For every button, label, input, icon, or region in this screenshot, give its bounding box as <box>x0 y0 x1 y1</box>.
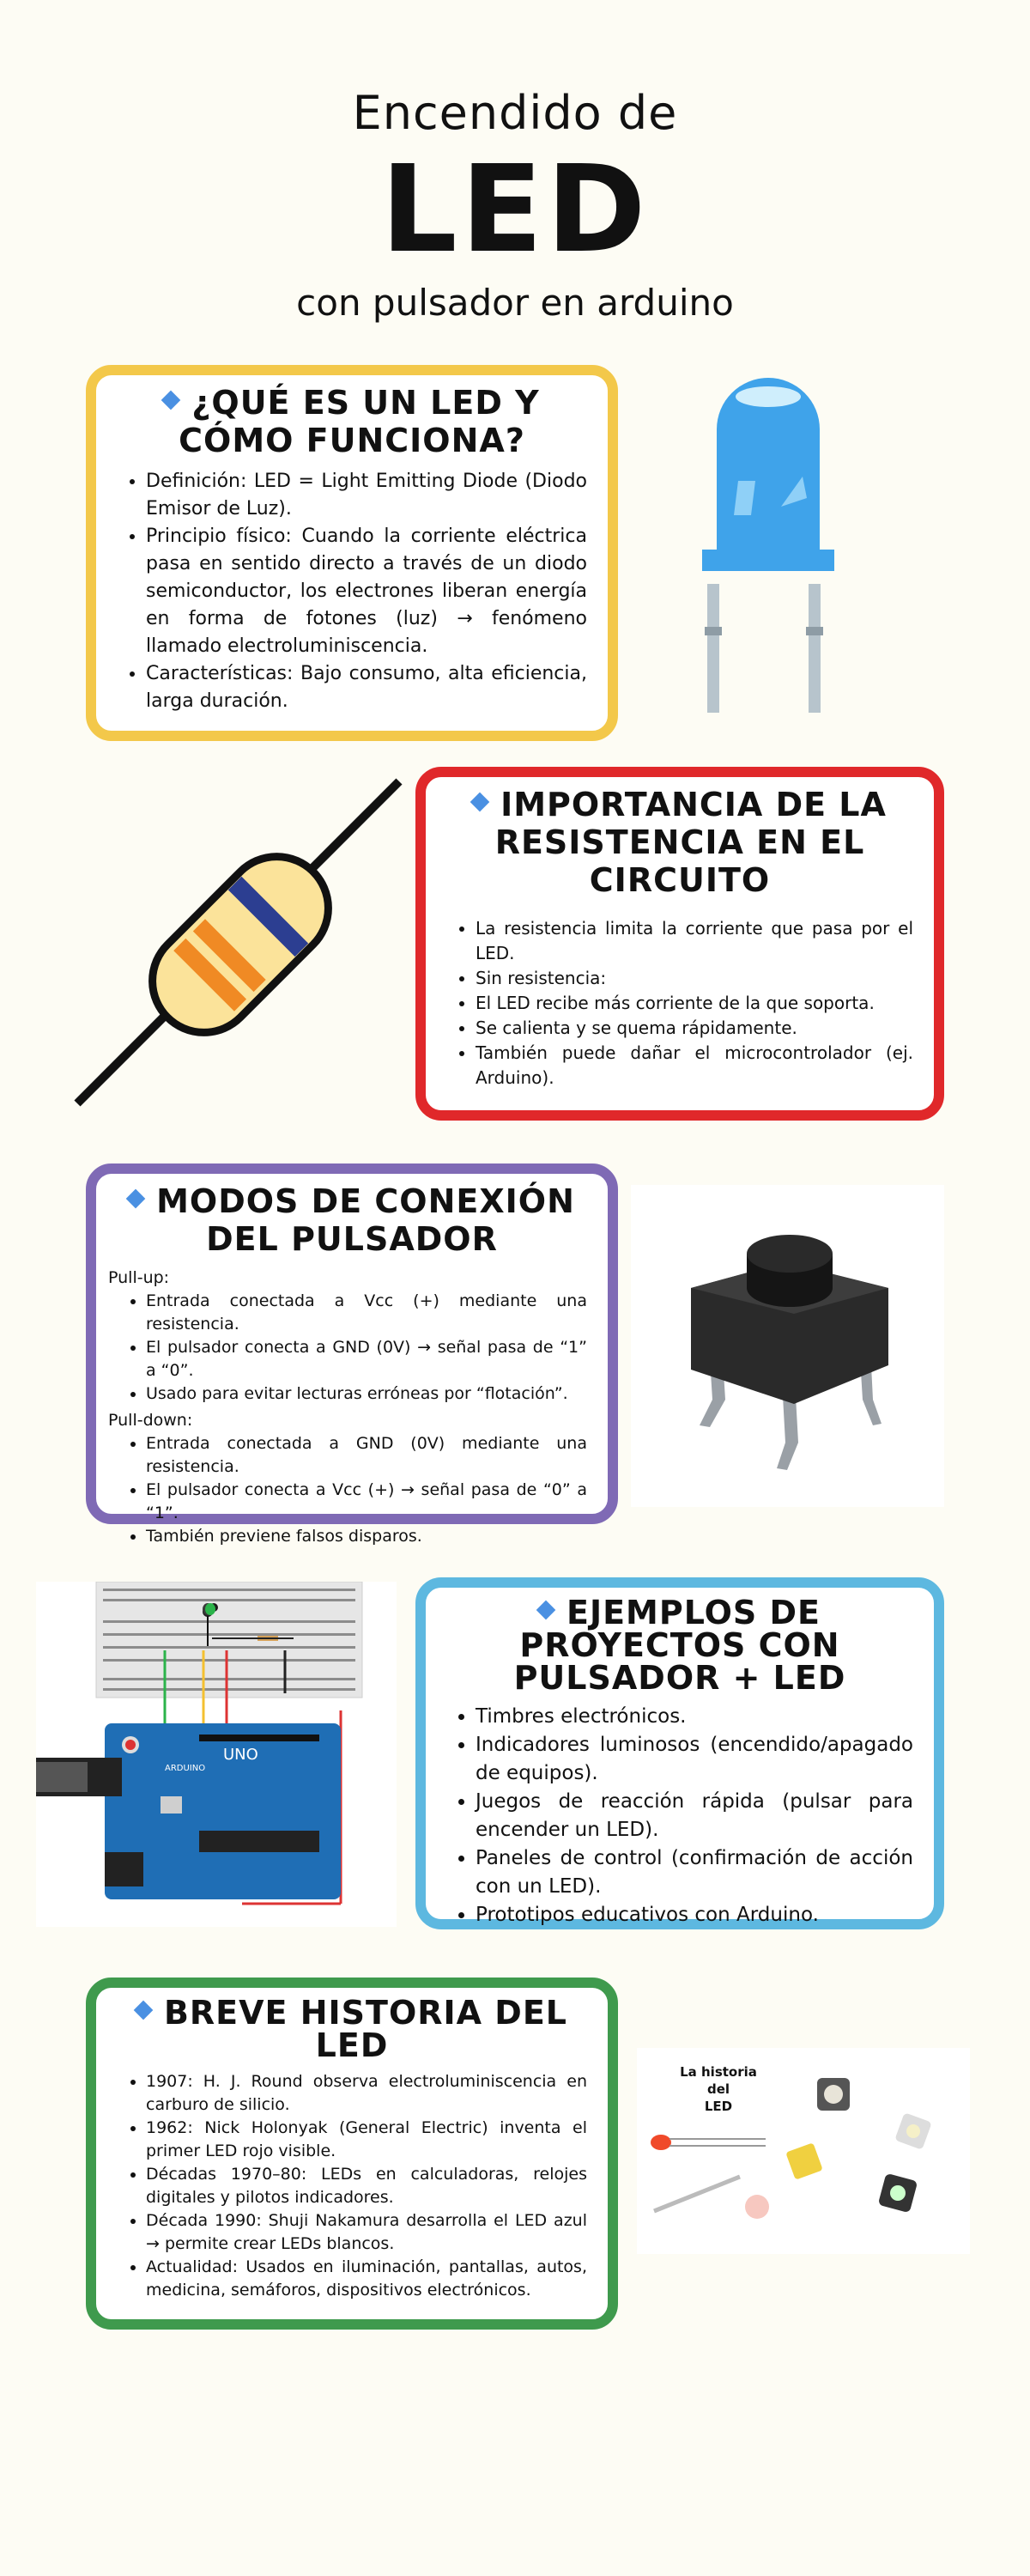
led-card <box>86 365 618 741</box>
list-item: • Juegos de reacción rápida (pulsar para encender un LED). <box>476 1788 913 1844</box>
list-item: • Definición: LED = Light Emitting Diode (Diodo Emisor de Luz). <box>146 468 587 523</box>
list-item: • Características: Bajo consumo, alta eficiencia, larga duración. <box>146 660 587 715</box>
history-card-title: BREVE HISTORIA DEL LED <box>117 1996 587 2062</box>
led-card-list <box>117 468 587 715</box>
modes-card-title: MODOS DE CONEXIÓN DEL PULSADOR <box>117 1182 587 1258</box>
resistance-card-list <box>446 916 913 1091</box>
list-item: • Entrada conectada a GND (0V) mediante una resistencia. <box>146 1432 587 1479</box>
diamond-icon <box>161 390 181 410</box>
arduino-circuit-icon <box>36 1582 397 1927</box>
resistance-card-title: IMPORTANCIA DE LA RESISTENCIA EN EL CIRCUITO <box>446 786 913 899</box>
arduino-uno-label: UNO <box>223 1746 258 1764</box>
history-card <box>86 1978 618 2330</box>
diamond-icon <box>134 2000 154 2020</box>
list-item: • Prototipos educativos con Arduino. <box>476 1901 913 1929</box>
led-illustration <box>687 378 884 721</box>
pulldown-list <box>117 1432 587 1548</box>
led-types-icon <box>637 2048 970 2254</box>
list-item: • Paneles de control (confirmación de acción con un LED). <box>476 1844 913 1901</box>
examples-card-title: EJEMPLOS DE PROYECTOS CON PULSADOR + LED <box>513 1594 846 1697</box>
list-item: • 1962: Nick Holonyak (General Electric) inventa el primer LED rojo visible. <box>146 2117 587 2163</box>
list-item: • Principio físico: Cuando la corriente eléctrica pasa en sentido directo a través de un diodo semiconductor, los electrones liberan energía en forma de fotones (luz) → fenómeno llamado electroluminiscencia. <box>146 523 587 660</box>
diamond-icon <box>536 1600 556 1619</box>
pulldown-label: Pull-down: <box>108 1411 193 1430</box>
list-item: • Indicadores luminosos (encendido/apagado de equipos). <box>476 1731 913 1788</box>
history-card-list <box>117 2070 587 2302</box>
arduino-circuit-image <box>36 1582 397 1927</box>
title-top: Encendido de <box>352 86 678 140</box>
pullup-list <box>117 1290 587 1406</box>
list-item: • Sin resistencia: <box>476 966 913 991</box>
pushbutton-photo <box>631 1185 944 1507</box>
diamond-icon <box>470 792 490 811</box>
list-item: • El LED recibe más corriente de la que soporta. <box>476 991 913 1016</box>
list-item: • Década 1990: Shuji Nakamura desarrolla el LED azul → permite crear LEDs blancos. <box>146 2209 587 2256</box>
arduino-brand-label: ARDUINO <box>165 1764 206 1773</box>
led-history-image <box>637 2048 970 2254</box>
resistance-card <box>415 767 944 1121</box>
list-item: • También puede dañar el microcontrolador (ej. Arduino). <box>476 1041 913 1091</box>
modes-card <box>86 1163 618 1546</box>
resistor-illustration <box>69 773 412 1116</box>
diamond-icon <box>126 1188 146 1208</box>
led-card-title: ¿QUÉ ES UN LED Y CÓMO FUNCIONA? <box>117 384 587 459</box>
list-item: • Se calienta y se quema rápidamente. <box>476 1016 913 1041</box>
list-item: • Actualidad: Usados en iluminación, pantallas, autos, medicina, semáforos, dispositivos electrónicos. <box>146 2256 587 2302</box>
list-item: • El pulsador conecta a GND (0V) → señal pasa de “1” a “0”. <box>146 1336 587 1382</box>
list-item: • Timbres electrónicos. <box>476 1703 913 1731</box>
pullup-label: Pull-up: <box>108 1268 170 1287</box>
title-subtitle: con pulsador en arduino <box>296 282 734 324</box>
list-item: • También previene falsos disparos. <box>146 1525 587 1548</box>
list-item: • Décadas 1970–80: LEDs en calculadoras, relojes digitales y pilotos indicadores. <box>146 2163 587 2209</box>
list-item: • La resistencia limita la corriente que pasa por el LED. <box>476 916 913 966</box>
list-item: • Usado para evitar lecturas erróneas por “flotación”. <box>146 1382 587 1406</box>
list-item: • 1907: H. J. Round observa electroluminiscencia en carburo de silicio. <box>146 2070 587 2117</box>
list-item: • Entrada conectada a Vcc (+) mediante una resistencia. <box>146 1290 587 1336</box>
pushbutton-icon <box>631 1185 944 1507</box>
page-title: LED <box>380 140 650 280</box>
examples-card <box>415 1577 944 1929</box>
history-image-title: La historia del LED <box>680 2064 757 2114</box>
list-item: • El pulsador conecta a Vcc (+) → señal pasa de “0” a “1”. <box>146 1479 587 1525</box>
examples-card-list <box>446 1703 913 1929</box>
